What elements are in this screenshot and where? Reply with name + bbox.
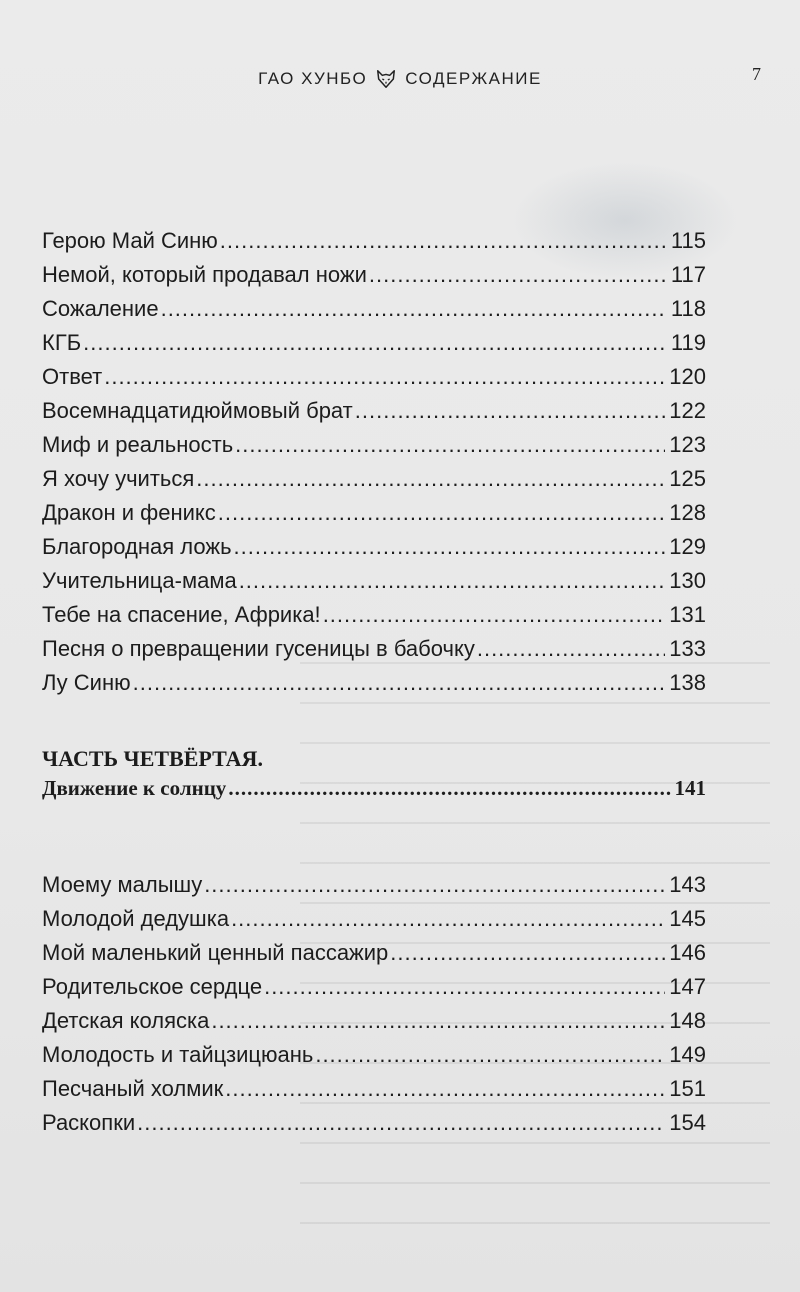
toc-entry-page: 129 [669,534,706,559]
toc-entry-page: 141 [674,776,706,800]
toc-entry-page: 123 [669,432,706,457]
toc-entry-title: Сожаление [42,296,159,321]
toc-entry-title: Я хочу учиться [42,466,195,491]
toc-entry-title: Благородная ложь [42,534,232,559]
toc-entry-title: Молодость и тайцзицюань [42,1042,314,1067]
toc-entry-page: 125 [669,466,706,491]
page-number: 7 [752,64,761,84]
toc-entry-title: Лу Синю [42,670,131,695]
toc-entry-title: Родительское сердце [42,974,263,999]
toc-leader-dots [137,1110,665,1136]
toc-entry[interactable] [42,398,706,432]
toc-entry-page: 120 [669,364,706,389]
toc-entry[interactable] [42,568,706,602]
toc-leader-dots [355,398,666,424]
toc-leader-dots [211,1008,665,1034]
toc-entry[interactable] [42,670,706,704]
fox-head-icon [375,68,397,90]
toc-entry-page: 145 [669,906,706,931]
toc-entry-page: 128 [669,500,706,525]
toc-leader-dots [204,872,665,898]
toc-entry-page: 149 [669,1042,706,1067]
toc-entry-page: 154 [669,1110,706,1135]
toc-entry-title: Молодой дедушка [42,906,230,931]
toc-entry-title: Песчаный холмик [42,1076,224,1101]
toc-entry-page: 117 [670,262,706,287]
toc-entry[interactable] [42,228,706,262]
toc-list-2 [42,872,706,1144]
toc-entry-title: Учительница-мама [42,568,237,593]
toc-leader-dots [225,1076,665,1102]
toc-leader-dots [234,534,666,560]
toc-entry-title: Дракон и феникс [42,500,216,525]
toc-entry-title: Немой, который продавал ножи [42,262,367,287]
header-author: ГАО ХУНБО [258,69,368,88]
toc-entry-page: 133 [669,636,706,661]
toc-entry-page: 119 [670,330,706,355]
toc-entry-title: Мой маленький ценный пассажир [42,940,389,965]
toc-entry-title: Тебе на спасение, Африка! [42,602,321,627]
toc-leader-dots [369,262,667,288]
toc-entry[interactable] [42,432,706,466]
toc-entry-page: 122 [669,398,706,423]
toc-entry-page: 151 [669,1076,706,1101]
toc-leader-dots [264,974,665,1000]
toc-entry[interactable] [42,1008,706,1042]
toc-entry-page: 148 [669,1008,706,1033]
toc-leader-dots [239,568,666,594]
toc-entry[interactable] [42,906,706,940]
toc-entry-title: Восемнадцатидюймовый брат [42,398,353,423]
toc-entry[interactable] [42,364,706,398]
toc-entry[interactable] [42,940,706,974]
toc-entry[interactable] [42,974,706,1008]
toc-leader-dots [104,364,665,390]
toc-leader-dots [83,330,667,356]
toc-entry-title: Моему малышу [42,872,203,897]
part-heading: ЧАСТЬ ЧЕТВЁРТАЯ. [42,746,263,771]
toc-entry-page: 147 [669,974,706,999]
toc-entry[interactable] [42,296,706,330]
toc-entry[interactable] [42,466,706,500]
toc-entry[interactable] [42,534,706,568]
header-section: СОДЕРЖАНИЕ [405,69,542,88]
toc-entry-page: 143 [669,872,706,897]
toc-list-1 [42,228,706,704]
toc-entry-title: Раскопки [42,1110,136,1135]
toc-entry[interactable] [42,262,706,296]
toc-entry[interactable] [42,330,706,364]
toc-leader-dots [390,940,665,966]
toc-entry-title: Ответ [42,364,103,389]
toc-entry-title: Движение к солнцу [42,776,227,800]
toc-leader-dots [228,776,670,801]
toc-entry-title: КГБ [42,330,82,355]
toc-leader-dots [220,228,667,254]
toc-entry-title: Детская коляска [42,1008,210,1033]
toc-entry-title: Песня о превращении гусеницы в бабочку [42,636,475,661]
toc-leader-dots [196,466,665,492]
toc-entry-page: 130 [669,568,706,593]
toc-leader-dots [323,602,666,628]
toc-leader-dots [235,432,665,458]
toc-entry[interactable] [42,636,706,670]
toc-entry[interactable] [42,1042,706,1076]
toc-entry-part-title[interactable] [42,776,706,810]
part-four-block [42,742,706,810]
toc-leader-dots [231,906,665,932]
toc-entry-page: 115 [670,228,706,253]
toc-entry-page: 138 [669,670,706,695]
toc-entry[interactable] [42,1076,706,1110]
toc-leader-dots [315,1042,665,1068]
running-header [0,64,800,94]
toc-leader-dots [218,500,665,526]
toc-entry[interactable] [42,1110,706,1144]
toc-entry-title: Герою Май Синю [42,228,218,253]
toc-entry-page: 131 [669,602,706,627]
toc-entry[interactable] [42,602,706,636]
toc-leader-dots [133,670,666,696]
toc-leader-dots [477,636,665,662]
toc-entry[interactable] [42,872,706,906]
toc-entry-title: Миф и реальность [42,432,234,457]
toc-leader-dots [161,296,667,322]
toc-entry-page: 118 [670,296,706,321]
toc-entry-page: 146 [669,940,706,965]
toc-entry[interactable] [42,500,706,534]
